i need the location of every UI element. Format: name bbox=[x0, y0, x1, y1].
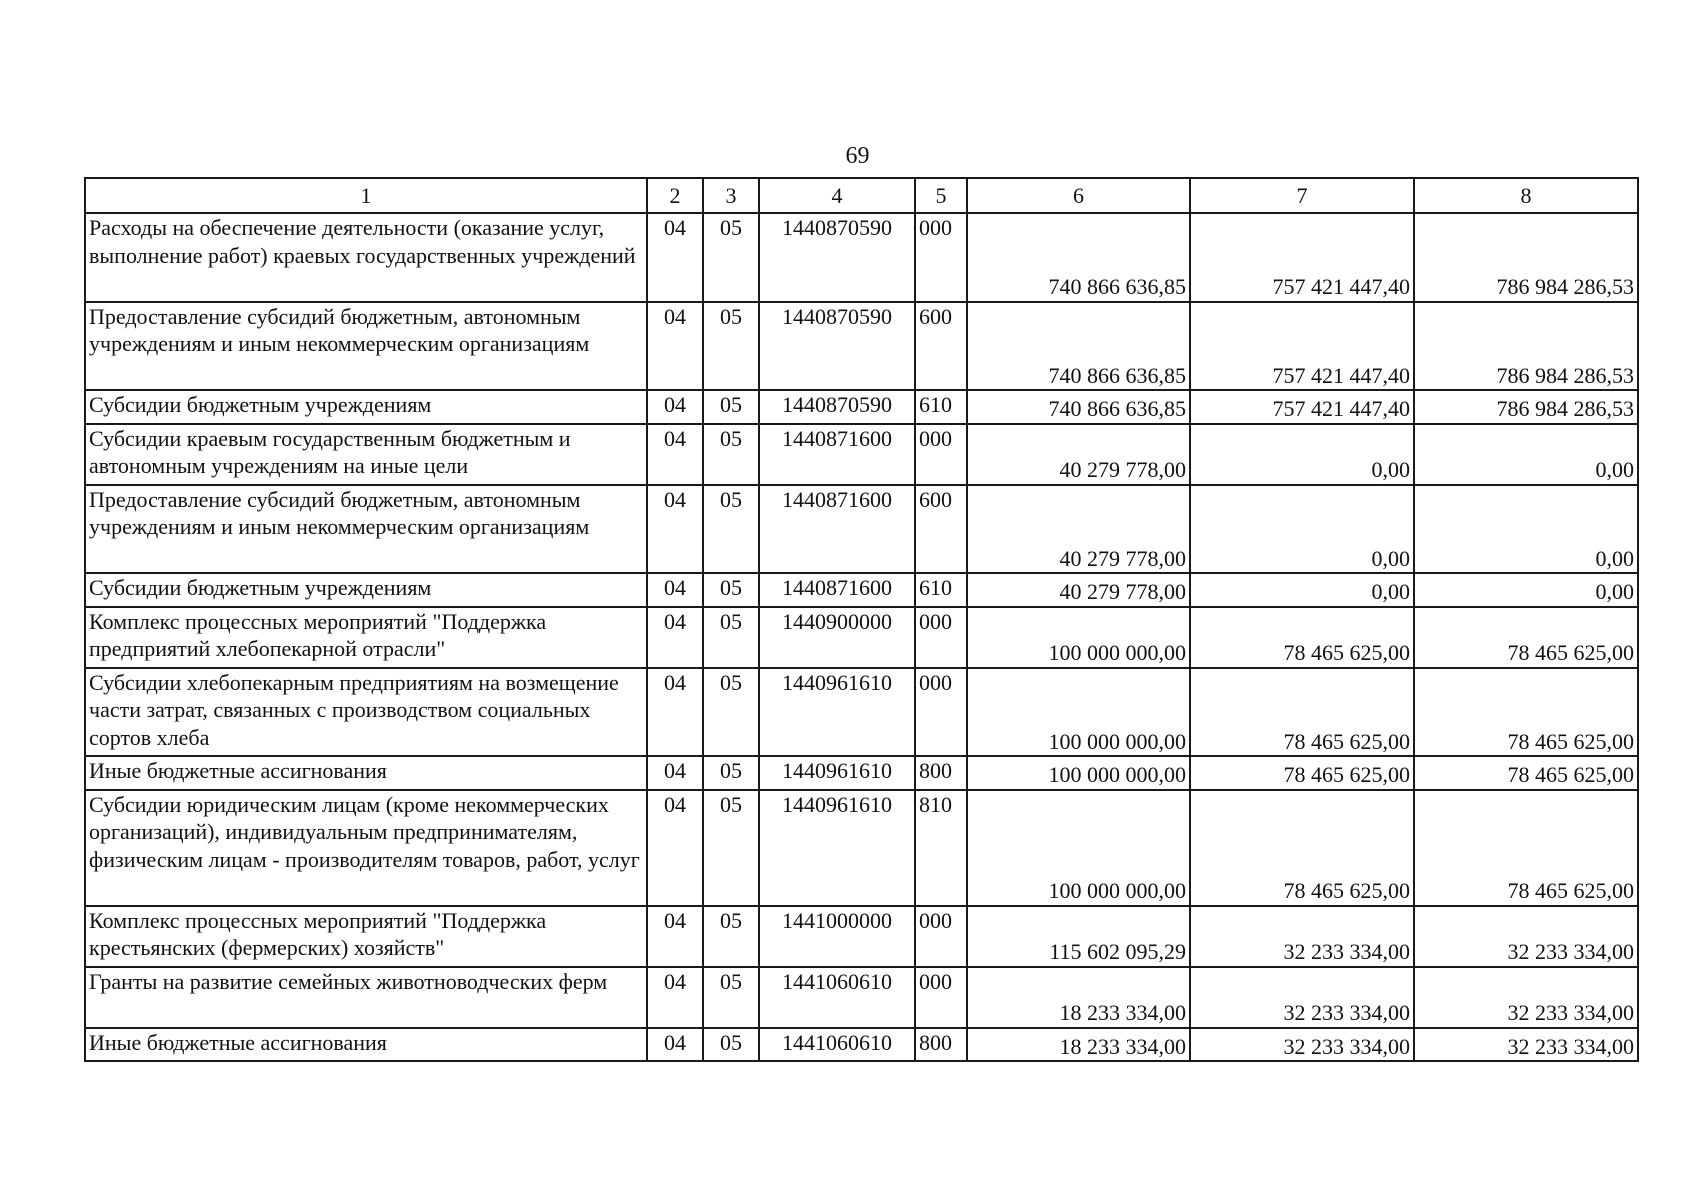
row-amount6-cell: 40 279 778,00 bbox=[967, 485, 1190, 574]
row-amount6-cell: 18 233 334,00 bbox=[967, 1028, 1190, 1062]
row-code3-cell: 05 bbox=[703, 573, 759, 607]
row-name-cell: Субсидии юридическим лицам (кроме некоммерческих организаций), индивидуальным предпринимателям, физическим лицам - производителям товаров, работ, услуг bbox=[85, 790, 647, 906]
row-amount8-cell: 786 984 286,53 bbox=[1414, 390, 1638, 424]
table-row bbox=[85, 607, 1638, 668]
row-amount7-cell: 757 421 447,40 bbox=[1190, 390, 1414, 424]
row-code4-cell: 1440870590 bbox=[759, 302, 915, 391]
row-name-cell: Комплекс процессных мероприятий "Поддержка предприятий хлебопекарной отрасли" bbox=[85, 607, 647, 668]
row-code4-cell: 1440871600 bbox=[759, 573, 915, 607]
row-code3-cell: 05 bbox=[703, 485, 759, 574]
header-cell: 6 bbox=[967, 178, 1190, 213]
table-row bbox=[85, 668, 1638, 757]
row-code5-cell: 000 bbox=[915, 213, 967, 302]
row-code4-cell: 1440961610 bbox=[759, 756, 915, 790]
table-header-row bbox=[85, 178, 1638, 213]
row-amount7-cell: 78 465 625,00 bbox=[1190, 756, 1414, 790]
row-code2-cell: 04 bbox=[647, 390, 703, 424]
row-amount8-cell: 78 465 625,00 bbox=[1414, 790, 1638, 906]
row-code3-cell: 05 bbox=[703, 790, 759, 906]
row-code5-cell: 610 bbox=[915, 573, 967, 607]
row-amount6-cell: 18 233 334,00 bbox=[967, 967, 1190, 1028]
row-amount8-cell: 32 233 334,00 bbox=[1414, 967, 1638, 1028]
row-code4-cell: 1440961610 bbox=[759, 790, 915, 906]
table-row bbox=[85, 1028, 1638, 1062]
row-name-cell: Субсидии краевым государственным бюджетным и автономным учреждениям на иные цели bbox=[85, 424, 647, 485]
row-code4-cell: 1440900000 bbox=[759, 607, 915, 668]
row-code4-cell: 1440871600 bbox=[759, 424, 915, 485]
row-amount8-cell: 786 984 286,53 bbox=[1414, 302, 1638, 391]
row-code5-cell: 810 bbox=[915, 790, 967, 906]
row-code5-cell: 600 bbox=[915, 485, 967, 574]
row-amount6-cell: 115 602 095,29 bbox=[967, 906, 1190, 967]
row-amount8-cell: 78 465 625,00 bbox=[1414, 607, 1638, 668]
row-code2-cell: 04 bbox=[647, 424, 703, 485]
row-amount6-cell: 40 279 778,00 bbox=[967, 424, 1190, 485]
row-code3-cell: 05 bbox=[703, 424, 759, 485]
row-name-cell: Предоставление субсидий бюджетным, автономным учреждениям и иным некоммерческим организациям bbox=[85, 485, 647, 574]
row-code3-cell: 05 bbox=[703, 213, 759, 302]
row-name-cell: Субсидии бюджетным учреждениям bbox=[85, 390, 647, 424]
table-row bbox=[85, 390, 1638, 424]
row-name-cell: Расходы на обеспечение деятельности (оказание услуг, выполнение работ) краевых государственных учреждений bbox=[85, 213, 647, 302]
row-name-cell: Иные бюджетные ассигнования bbox=[85, 756, 647, 790]
row-amount8-cell: 78 465 625,00 bbox=[1414, 668, 1638, 757]
row-code4-cell: 1440871600 bbox=[759, 485, 915, 574]
header-cell: 1 bbox=[85, 178, 647, 213]
row-code3-cell: 05 bbox=[703, 302, 759, 391]
row-code2-cell: 04 bbox=[647, 607, 703, 668]
row-code5-cell: 000 bbox=[915, 607, 967, 668]
row-code2-cell: 04 bbox=[647, 573, 703, 607]
row-amount6-cell: 740 866 636,85 bbox=[967, 390, 1190, 424]
page-number: 69 bbox=[845, 143, 870, 169]
row-code4-cell: 1441000000 bbox=[759, 906, 915, 967]
row-name-cell: Гранты на развитие семейных животноводческих ферм bbox=[85, 967, 647, 1028]
row-amount8-cell: 0,00 bbox=[1414, 485, 1638, 574]
row-amount8-cell: 78 465 625,00 bbox=[1414, 756, 1638, 790]
row-amount6-cell: 100 000 000,00 bbox=[967, 756, 1190, 790]
row-code2-cell: 04 bbox=[647, 790, 703, 906]
budget-table bbox=[84, 177, 1639, 1062]
row-amount7-cell: 32 233 334,00 bbox=[1190, 906, 1414, 967]
header-cell: 3 bbox=[703, 178, 759, 213]
row-code3-cell: 05 bbox=[703, 1028, 759, 1062]
row-code5-cell: 000 bbox=[915, 668, 967, 757]
header-cell: 8 bbox=[1414, 178, 1638, 213]
row-code3-cell: 05 bbox=[703, 668, 759, 757]
row-amount7-cell: 0,00 bbox=[1190, 485, 1414, 574]
row-amount7-cell: 78 465 625,00 bbox=[1190, 607, 1414, 668]
table-row bbox=[85, 573, 1638, 607]
table-row bbox=[85, 302, 1638, 391]
table-row bbox=[85, 906, 1638, 967]
row-amount8-cell: 0,00 bbox=[1414, 424, 1638, 485]
row-amount8-cell: 32 233 334,00 bbox=[1414, 906, 1638, 967]
row-code2-cell: 04 bbox=[647, 756, 703, 790]
row-code5-cell: 000 bbox=[915, 967, 967, 1028]
row-amount7-cell: 0,00 bbox=[1190, 573, 1414, 607]
row-amount8-cell: 786 984 286,53 bbox=[1414, 213, 1638, 302]
table-row bbox=[85, 213, 1638, 302]
row-amount7-cell: 32 233 334,00 bbox=[1190, 1028, 1414, 1062]
row-code2-cell: 04 bbox=[647, 668, 703, 757]
row-code4-cell: 1441060610 bbox=[759, 1028, 915, 1062]
table-row bbox=[85, 485, 1638, 574]
row-amount6-cell: 740 866 636,85 bbox=[967, 302, 1190, 391]
row-amount7-cell: 0,00 bbox=[1190, 424, 1414, 485]
row-code2-cell: 04 bbox=[647, 1028, 703, 1062]
row-amount8-cell: 32 233 334,00 bbox=[1414, 1028, 1638, 1062]
row-name-cell: Субсидии бюджетным учреждениям bbox=[85, 573, 647, 607]
row-code4-cell: 1440870590 bbox=[759, 213, 915, 302]
table-row bbox=[85, 967, 1638, 1028]
row-amount7-cell: 757 421 447,40 bbox=[1190, 213, 1414, 302]
row-code3-cell: 05 bbox=[703, 607, 759, 668]
header-cell: 2 bbox=[647, 178, 703, 213]
row-amount6-cell: 100 000 000,00 bbox=[967, 607, 1190, 668]
row-code5-cell: 000 bbox=[915, 424, 967, 485]
row-code3-cell: 05 bbox=[703, 756, 759, 790]
row-name-cell: Предоставление субсидий бюджетным, автономным учреждениям и иным некоммерческим организациям bbox=[85, 302, 647, 391]
row-code2-cell: 04 bbox=[647, 485, 703, 574]
table-row bbox=[85, 756, 1638, 790]
header-cell: 5 bbox=[915, 178, 967, 213]
row-code2-cell: 04 bbox=[647, 906, 703, 967]
row-name-cell: Комплекс процессных мероприятий "Поддержка крестьянских (фермерских) хозяйств" bbox=[85, 906, 647, 967]
row-code3-cell: 05 bbox=[703, 390, 759, 424]
row-code5-cell: 800 bbox=[915, 756, 967, 790]
row-code5-cell: 600 bbox=[915, 302, 967, 391]
row-code5-cell: 800 bbox=[915, 1028, 967, 1062]
row-code5-cell: 000 bbox=[915, 906, 967, 967]
header-cell: 7 bbox=[1190, 178, 1414, 213]
header-cell: 4 bbox=[759, 178, 915, 213]
row-amount6-cell: 100 000 000,00 bbox=[967, 668, 1190, 757]
row-amount7-cell: 78 465 625,00 bbox=[1190, 790, 1414, 906]
row-name-cell: Субсидии хлебопекарным предприятиям на возмещение части затрат, связанных с производством социальных сортов хлеба bbox=[85, 668, 647, 757]
table-body bbox=[85, 178, 1638, 1061]
row-code4-cell: 1440870590 bbox=[759, 390, 915, 424]
row-amount7-cell: 32 233 334,00 bbox=[1190, 967, 1414, 1028]
row-amount8-cell: 0,00 bbox=[1414, 573, 1638, 607]
row-code4-cell: 1441060610 bbox=[759, 967, 915, 1028]
row-code3-cell: 05 bbox=[703, 906, 759, 967]
table-row bbox=[85, 790, 1638, 906]
row-code5-cell: 610 bbox=[915, 390, 967, 424]
row-amount7-cell: 78 465 625,00 bbox=[1190, 668, 1414, 757]
row-code3-cell: 05 bbox=[703, 967, 759, 1028]
row-amount6-cell: 40 279 778,00 bbox=[967, 573, 1190, 607]
row-code2-cell: 04 bbox=[647, 967, 703, 1028]
row-name-cell: Иные бюджетные ассигнования bbox=[85, 1028, 647, 1062]
row-code2-cell: 04 bbox=[647, 213, 703, 302]
row-amount6-cell: 100 000 000,00 bbox=[967, 790, 1190, 906]
row-code2-cell: 04 bbox=[647, 302, 703, 391]
row-amount7-cell: 757 421 447,40 bbox=[1190, 302, 1414, 391]
row-code4-cell: 1440961610 bbox=[759, 668, 915, 757]
table-row bbox=[85, 424, 1638, 485]
row-amount6-cell: 740 866 636,85 bbox=[967, 213, 1190, 302]
